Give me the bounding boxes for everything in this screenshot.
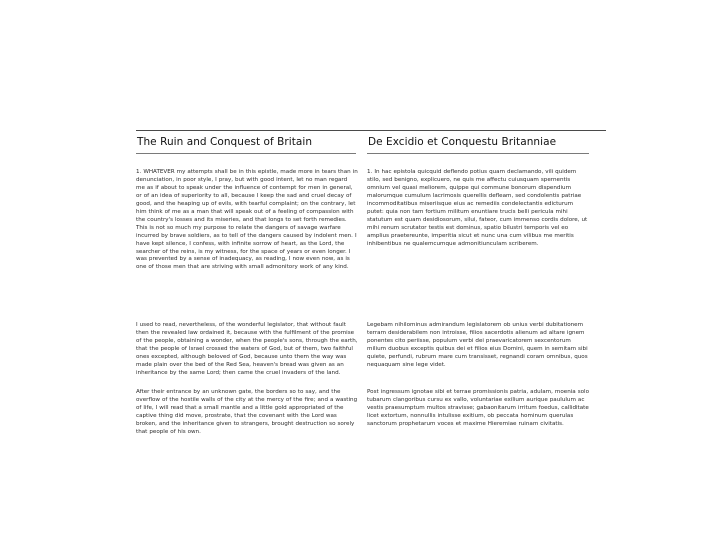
english-paragraph-2: I used to read, nevertheless, of the wonderful legislator, that without fault then the revealed law ordained it, because with the fulfilment of the promise of the people, obtaining a wonder, when the people's sons, through the earth, that the people of Israel crossed the waters of God, but of them, two faithful ones excepted, although beloved of God, because unto them the way was made plain over the bed of the Red Sea, heaven's bread was given as an inheritance by the same Lord; then came the cruel invaders of the land. (136, 322, 358, 376)
left-column-title: The Ruin and Conquest of Britain (137, 136, 313, 148)
latin-paragraph-1: 1. In hac epistola quicquid deflendo potius quam declamando, vili quidem stilo, sed benigno, explicuero, ne quis me affectu cuiusquam spernentis omnium vel quasi meliorem, quippe qui commune bonorum dispendium malorumque cumulum lacrimosis querellis defleam, sed condolentis patriae incommoditatibus miseriisque eius ac remediis condelectantis edicturum putet: quia non tam fortium militum enuntiare trucis belli pericula mihi statutum est quam desidiosorum, silui, fateor, cum immenso cordis dolore, ut mihi renum scrutator testis est dominus, spatio bilustri temporis vel eo amplius praetereunte, imperitia sicut et nunc una cum vilibus me meritis inhibentibus ne qualemcumque admonitiunculam scriberem. (367, 169, 588, 247)
header-rule (136, 130, 606, 131)
right-column-title: De Excidio et Conquestu Britanniae (368, 136, 557, 148)
latin-paragraph-3: Post ingressum ignotae sibi et terrae promissionis patria, adulam, moenia solo tubarum clangoribus cursu ex vallo, voluntariae exilium aurique paululum ac vestis praesumptum multos stravisse; gabaonitarum irritum foedus, calliditate licet extortum, nonnullis intulisse exitium, ob peccata hominum querulas sanctorum prophetarum voces et maxime Hieremiae ruinam civitatis. (367, 389, 590, 427)
left-title-underline (136, 153, 356, 154)
english-paragraph-3: After their entrance by an unknown gate, the borders so to say, and the overflow of the hostile walls of the city at the mercy of the fire; and a wasting of life, I will read that a small mantle and a little gold appropriated of the captive thing did move, prostrate, that the covenant with the Lord was broken, and the inheritance given to strangers, brought destruction so sorely that people of his own. (136, 389, 358, 435)
latin-paragraph-2: Legebam nihilominus admirandum legislatorem ob unius verbi dubitationem terram desiderabilem non introisse, filios sacerdotis alienum ad altare ignem ponentes cito periisse, populum verbi dei praevaricatorem sexcentorum milium duobus exceptis quibus dei et filios eius Domini, quem in semitam sibi quiete, perfundi, rubrum mare cum transisset, regnandi coram omnibus, quos nequaquam sine lege videt. (367, 322, 588, 368)
english-paragraph-1: 1. WHATEVER my attempts shall be in this epistle, made more in tears than in denunciation, in poor style, I pray, but with good intent, let no man regard me as if about to speak under the influence of contempt for men in general, or of an idea of superiority to all, because I keep the sad and cruel decay of good, and the heaping up of evils, with tearful complaint; on the contrary, let him think of me as a man that will speak out of a feeling of compassion with the country's losses and its miseries, and that longs to set forth remedies. This is not so much my purpose to relate the dangers of savage warfare incurred by brave soldiers, as to tell of the dangers caused by indolent men. I have kept silence, I confess, with infinite sorrow of heart, as the Lord, the searcher of the reins, is my witness, for the space of years or even longer. I was prevented by a sense of inadequacy, as reading, I now even now, as is one of those men that are striving with small admonitory work of any kind. (136, 169, 358, 271)
right-title-underline (367, 153, 589, 154)
